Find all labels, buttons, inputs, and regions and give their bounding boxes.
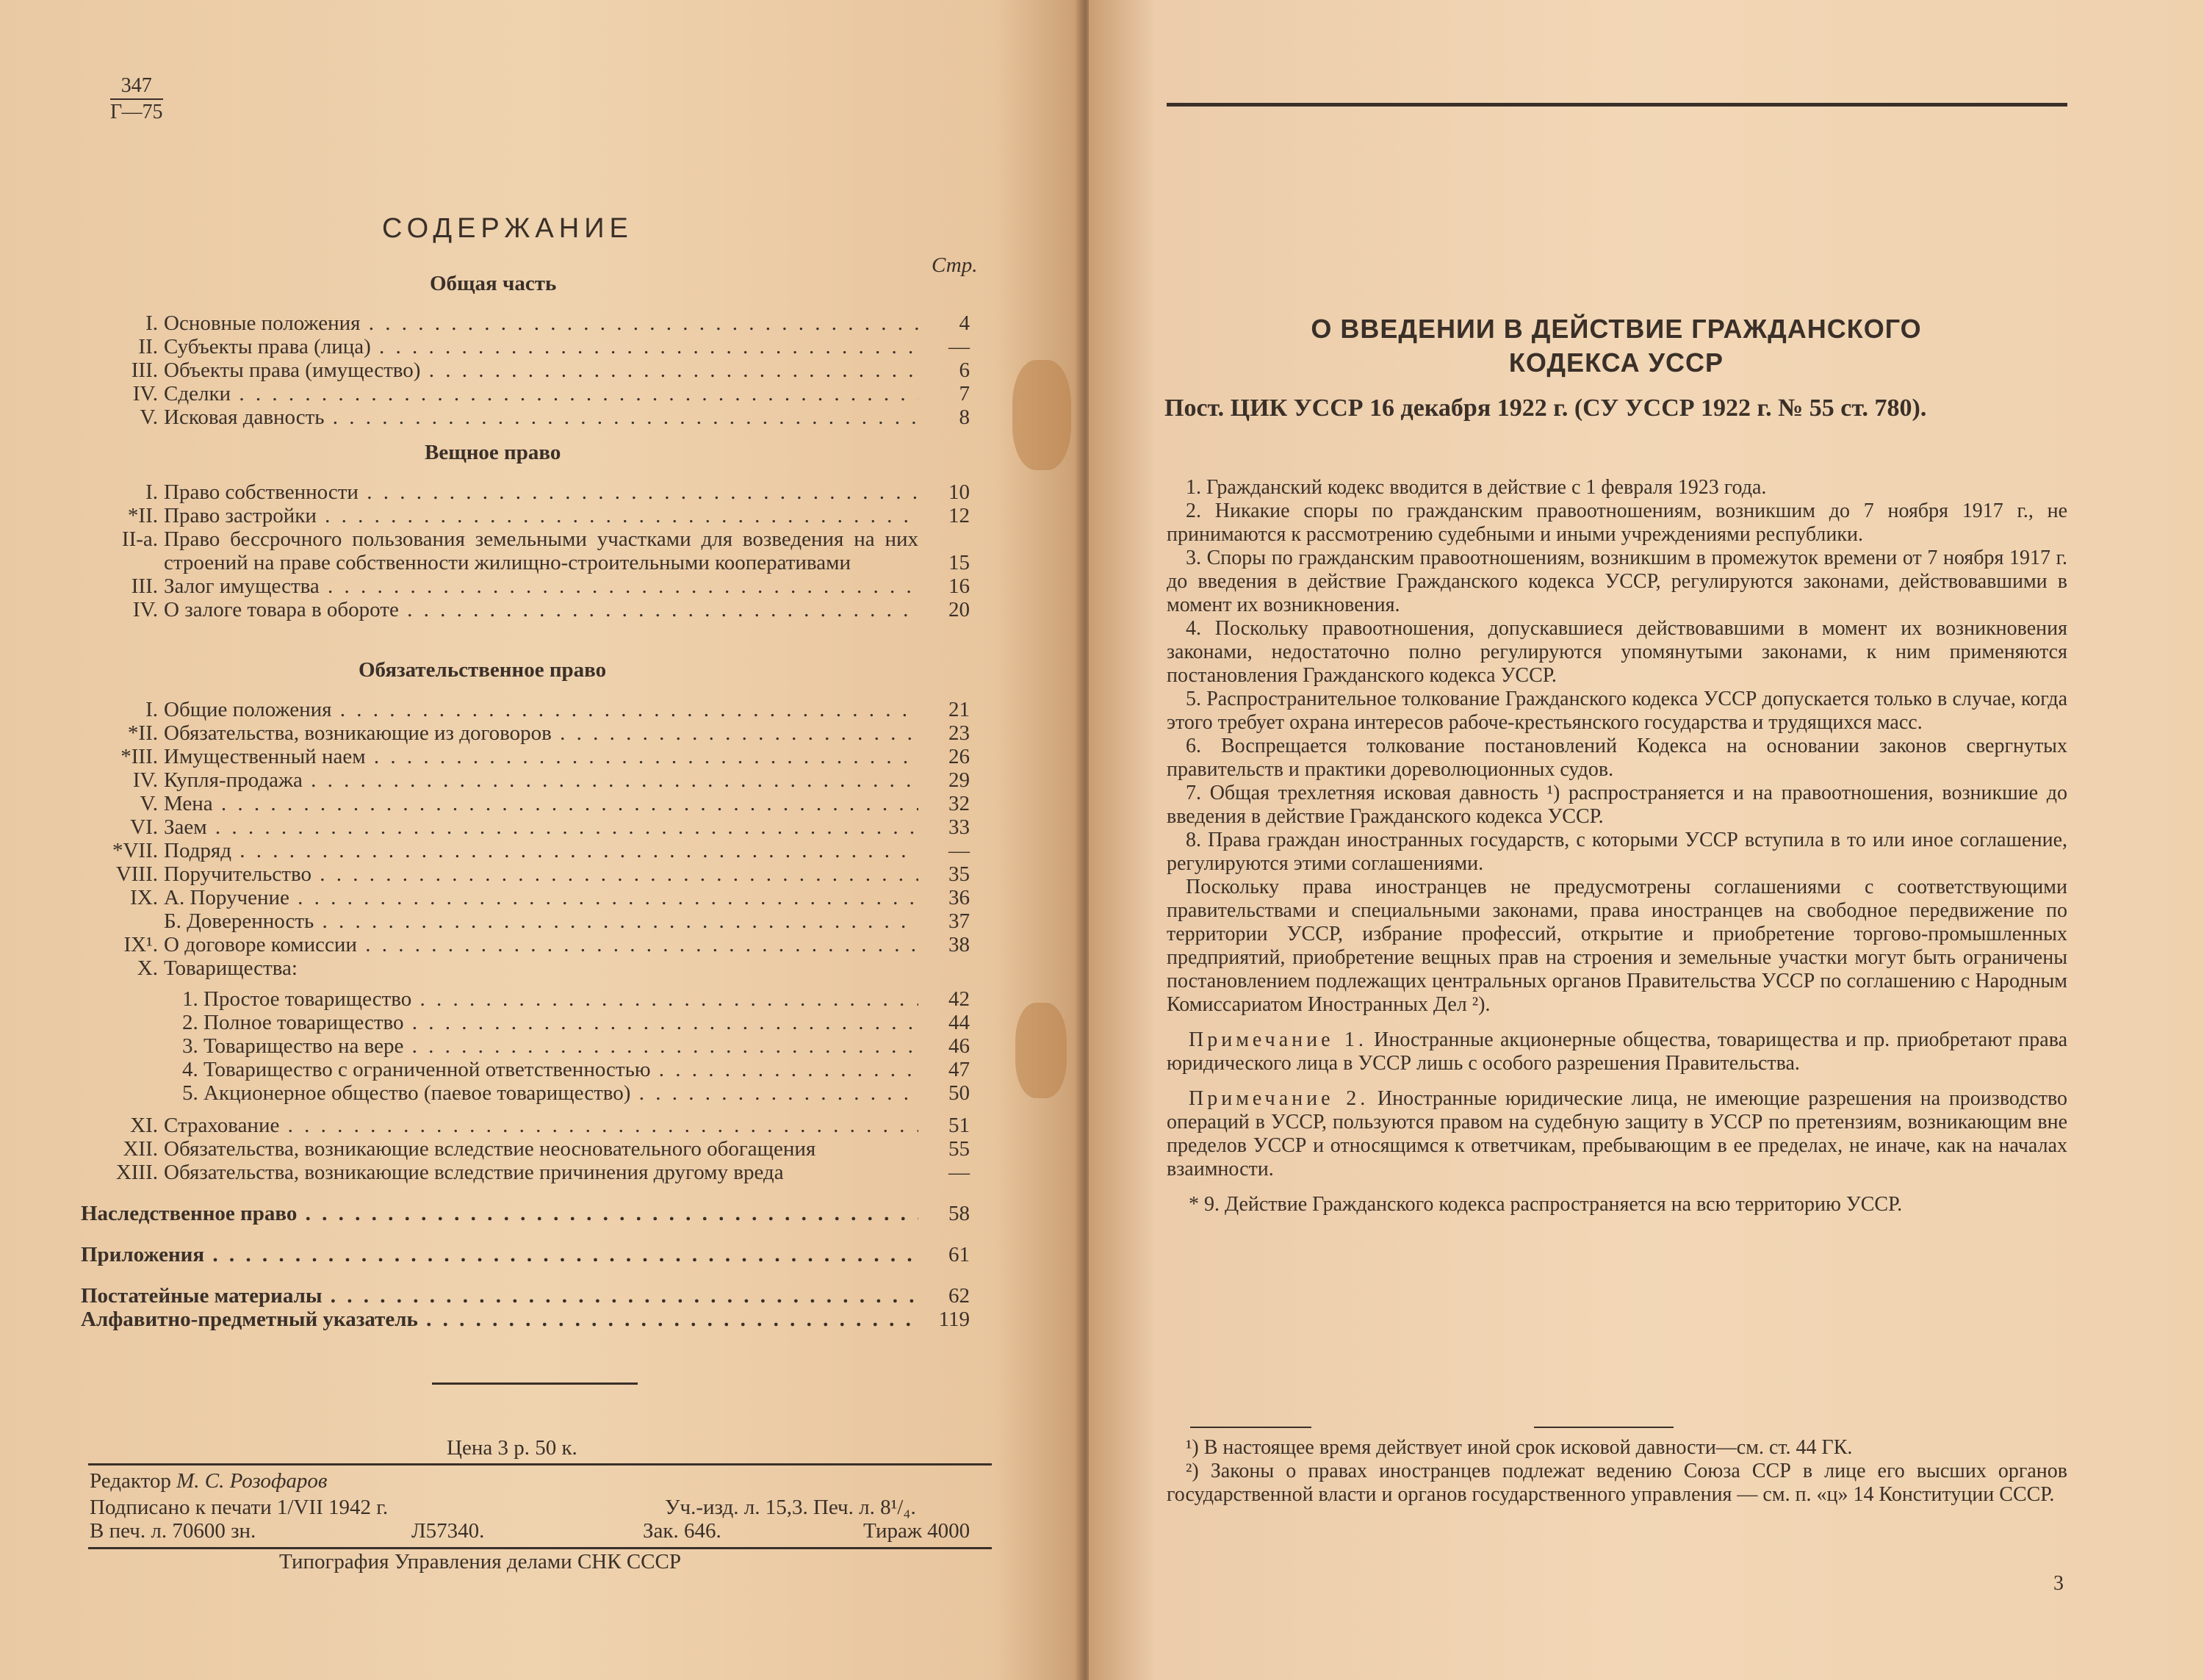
toc-row: *VII. Подряд . . . — xyxy=(81,839,970,862)
divider xyxy=(432,1382,638,1385)
run-line: Тираж 4000 xyxy=(863,1519,970,1543)
sheets-line: Уч.-изд. л. 15,3. Печ. л. 8¹/₄. xyxy=(665,1496,916,1519)
toc-row: III. Залог имущества . . . 16 xyxy=(81,574,970,598)
toc-row: II-a. Право бессрочного пользования земельными участками для возведения на них строений на праве собственности жилищно-строительными кооперативами 15 xyxy=(121,527,970,574)
paragraph: 3. Споры по гражданским правоотношениям, возникшим в промежуток времени от 7 ноября 1917 г. до введения в действие Гражданского кодекса УССР, регулируются законами, действовавшими в момент их возникновения. xyxy=(1167,547,2067,616)
section-heading-obligations: Обязательственное право xyxy=(359,658,607,682)
toc-row: 2. Полное товарищество . . . 44 xyxy=(81,1011,970,1034)
printer-line: Типография Управления делами СНК СССР xyxy=(279,1550,681,1573)
paragraph: 5. Распространительное толкование Гражданского кодекса УССР допускается только в случае, когда этого требует охрана интересов рабоче-крестьянского государства и трудящихся масс. xyxy=(1167,688,2067,734)
toc-row: Приложения . . . 61 xyxy=(81,1243,970,1266)
paragraph: 8. Права граждан иностранных государств, с которыми УССР вступила в то или иное соглашение, регулируются этими соглашениями. xyxy=(1167,829,2067,875)
toc-row: *II. Право застройки . . . 12 xyxy=(81,504,970,527)
toc-row: IV. Сделки . . . 7 xyxy=(81,382,970,405)
toc-row: 3. Товарищество на вере . . . 46 xyxy=(81,1034,970,1058)
toc-row: XI. Страхование . . . 51 xyxy=(81,1114,970,1137)
toc-row: Алфавитно-предметный указатель . . . 119 xyxy=(81,1308,970,1331)
toc-row: V. Исковая давность . . . 8 xyxy=(81,405,970,429)
signed-line: Подписано к печати 1/VII 1942 г. xyxy=(90,1496,389,1519)
toc-obligations xyxy=(81,698,970,1331)
toc-row: Б. Доверенность . . . 37 xyxy=(81,909,970,933)
toc-row: XIII. Обязательства, возникающие вследствие причинения другому вреда — xyxy=(115,1161,970,1184)
paragraph: 6. Воспрещается толкование постановлений Кодекса на основании законов свергнутых правительств и практики дореволюционных судов. xyxy=(1167,735,2067,781)
paragraph: Поскольку права иностранцев не предусмотрены соглашениями с соответствующими правительствами и специальными законами, права иностранцев на свободное передвижение по территории УССР, избрание профессий, открытие и приобретение торгово-промышленных предприятий, приобретение вещных прав на строения и земельные участки могут быть ограничены постановлением подлежащих центральных органов Правительства УССР по соглашению с Народным Комиссариатом Иностранных Дел ²). xyxy=(1167,876,2067,1016)
toc-row: III. Объекты права (имущество) . . . 6 xyxy=(81,358,970,382)
rust-stain xyxy=(1012,360,1071,470)
footnote: ¹) В настоящее время действует иной срок исковой давности—см. ст. 44 ГК. xyxy=(1186,1436,1853,1459)
page-reference xyxy=(110,73,163,125)
divider xyxy=(88,1463,992,1466)
code-line: Л57340. xyxy=(411,1519,485,1543)
page-reference-number: 347 xyxy=(110,73,163,100)
toc-row: IV. Купля-продажа . . . 29 xyxy=(81,768,970,792)
toc-row: 5. Акционерное общество (паевое товарищество) . . . 50 xyxy=(81,1081,970,1105)
toc-row: VIII. Поручительство . . . 35 xyxy=(81,862,970,886)
order-line: Зак. 646. xyxy=(643,1519,721,1543)
toc-general xyxy=(81,311,970,429)
footnote-rule xyxy=(1190,1427,1311,1428)
toc-row: IX¹. О договоре комиссии . . . 38 xyxy=(81,933,970,956)
footnote-rule xyxy=(1534,1427,1674,1428)
top-rule xyxy=(1167,103,2067,107)
toc-row: X. Товарищества: xyxy=(137,956,298,980)
document-title: О ВВЕДЕНИИ В ДЕЙСТВИЕ ГРАЖДАНСКОГО КОДЕКСА УССР xyxy=(1311,314,1922,378)
paragraph: 2. Никакие споры по гражданским правоотношениям, возникшим до 7 ноября 1917 г., не принимаются к рассмотрению судебными и иными учреждениями республики. xyxy=(1167,500,2067,546)
divider xyxy=(88,1547,992,1549)
paragraph: * 9. Действие Гражданского кодекса распространяется на всю территорию УССР. xyxy=(1189,1193,1903,1216)
toc-row: I. Основные положения . . . 4 xyxy=(81,311,970,335)
paragraph: 4. Поскольку правоотношения, допускавшиеся действовавшими в момент их возникновения законами, недостаточно полно регулируются упомянутыми законами, к ним применяются постановления Гражданского кодекса УССР. xyxy=(1167,617,2067,687)
toc-row: XII. Обязательства, возникающие вследствие неосновательного обогащения 55 xyxy=(123,1137,970,1161)
footnote: ²) Законы о правах иностранцев подлежат ведению Союза ССР в лице его высших органов государственной власти и органов государственного управления — см. п. «ц» 14 Конституции СССР. xyxy=(1167,1460,2067,1506)
left-page xyxy=(0,0,1081,1680)
footnotes xyxy=(1167,1436,2067,1507)
toc-title: СОДЕРЖАНИЕ xyxy=(382,213,633,244)
toc-row: *III. Имущественный наем . . . 26 xyxy=(81,745,970,768)
section-heading-general: Общая часть xyxy=(430,272,557,295)
toc-row: I. Право собственности . . . 10 xyxy=(81,480,970,504)
section-heading-property: Вещное право xyxy=(425,441,561,464)
note-2: Примечание 2. Иностранные юридические лица, не имеющие разрешения на производство операций в УССР, пользуются правом на судебную защиту в УССР по претензиям, возникающим вне пределов УССР и относящимся к ответчикам, пребывающим в ее пределах, не иначе, как на началах взаимности. xyxy=(1167,1087,2068,1180)
note-1: Примечание 1. Иностранные акционерные общества, товарищества и пр. приобретают права юридического лица в УССР лишь с особого разрешения Правительства. xyxy=(1167,1028,2067,1075)
price: Цена 3 р. 50 к. xyxy=(447,1436,577,1460)
toc-row: V. Мена . . . 32 xyxy=(81,792,970,815)
toc-row: Постатейные материалы . . . 62 xyxy=(81,1284,970,1308)
toc-row: II. Субъекты права (лица) . . . — xyxy=(81,335,970,358)
toc-row: I. Общие положения . . . 21 xyxy=(81,698,970,721)
page-column-label: Стр. xyxy=(932,253,978,277)
toc-row: Наследственное право . . . 58 xyxy=(81,1202,970,1225)
toc-row: 1. Простое товарищество . . . 42 xyxy=(81,987,970,1011)
toc-row: 4. Товарищество с ограниченной ответственностью . . . 47 xyxy=(81,1058,970,1081)
toc-row: IX. А. Поручение . . . 36 xyxy=(81,886,970,909)
toc-row: *II. Обязательства, возникающие из договоров . . . 23 xyxy=(81,721,970,745)
toc-property xyxy=(81,480,970,621)
page-number: 3 xyxy=(2053,1572,2064,1595)
document-subtitle: Пост. ЦИК УССР 16 декабря 1922 г. (СУ УССР 1922 г. № 55 ст. 780). xyxy=(1164,394,1927,422)
page-reference-code: Г—75 xyxy=(110,101,163,123)
rust-stain xyxy=(1015,1003,1067,1098)
paragraph: 1. Гражданский кодекс вводится в действие с 1 февраля 1923 года. xyxy=(1186,476,1767,499)
paragraph: 7. Общая трехлетняя исковая давность ¹) распространяется и на правоотношения, возникшие до введения в действие Гражданского кодекса УССР. xyxy=(1167,782,2067,828)
editor-line: Редактор М. С. Розофаров xyxy=(90,1469,328,1493)
document-body xyxy=(1167,476,2067,1216)
chars-line: В печ. л. 70600 зн. xyxy=(90,1519,256,1543)
toc-row: IV. О залоге товара в обороте . . . 20 xyxy=(81,598,970,621)
toc-row: VI. Заем . . . 33 xyxy=(81,815,970,839)
